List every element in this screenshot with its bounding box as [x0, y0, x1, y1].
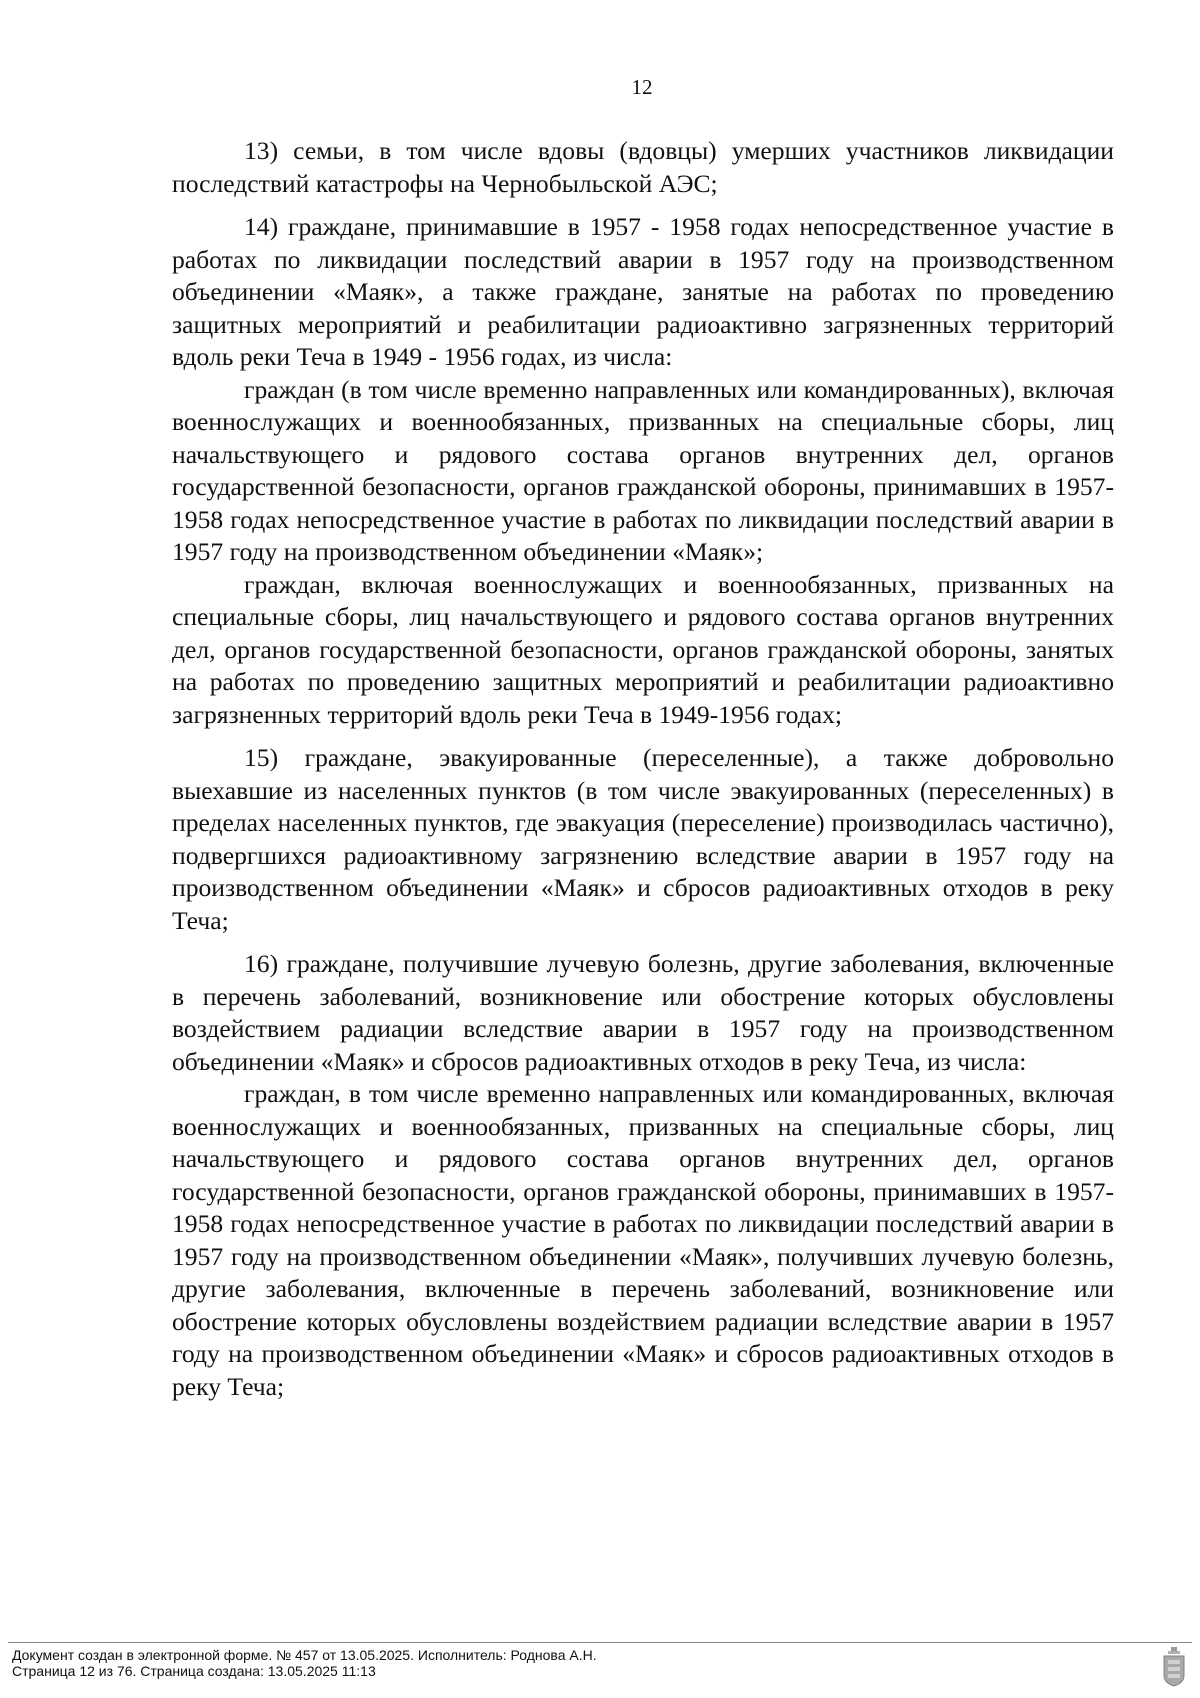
page-number: 12	[631, 75, 653, 99]
footer-document-info: Документ создан в электронной форме. № 457 от 13.05.2025. Исполнитель: Роднова А.Н.	[12, 1647, 597, 1663]
document-body	[172, 135, 1114, 1403]
paragraph-subitem-14-b: граждан, включая военнослужащих и военнообязанных, призванных на специальные сборы, лиц начальствующего и рядового состава органов внутренних дел, органов государственной безопасности, органов гражданской обороны, занятых на работах по проведению защитных мероприятий и реабилитации радиоактивно загрязненных территорий вдоль реки Теча в 1949-1956 годах;	[172, 569, 1114, 729]
paragraph-subitem-14-a: граждан (в том числе временно направленных или командированных), включая военнослужащих и военнообязанных, призванных на специальные сборы, лиц начальствующего и рядового состава органов внутренних дел, органов государственной безопасности, органов гражданской обороны, принимавших в 1957-1958 годах непосредственное участие в работах по ликвидации последствий аварии в 1957 году на производственном объединении «Маяк»;	[172, 374, 1114, 566]
footer-page-info: Страница 12 из 76. Страница создана: 13.05.2025 11:13	[12, 1663, 376, 1679]
paragraph-item-16: 16) граждане, получившие лучевую болезнь, другие заболевания, включенные в перечень заболеваний, возникновение или обострение которых обусловлены воздействием радиации вследствие аварии в 1957 году на производственном объединении «Маяк» и сбросов радиоактивных отходов в реку Теча, из числа:	[172, 949, 1114, 1076]
paragraph-item-13: 13) семьи, в том числе вдовы (вдовцы) умерших участников ликвидации последствий катастрофы на Чернобыльской АЭС;	[172, 136, 1114, 198]
paragraph-item-15: 15) граждане, эвакуированные (переселенные), а также добровольно выехавшие из населенных пунктов (в том числе эвакуированных (переселенных) в пределах населенных пунктов, где эвакуация (переселение) производилась частично), подвергшихся радиоактивному загрязнению вследствие аварии в 1957 году на производственном объединении «Маяк» и сбросов радиоактивных отходов в реку Теча;	[172, 743, 1114, 935]
document-footer	[12, 1647, 597, 1679]
paragraph-item-14: 14) граждане, принимавшие в 1957 - 1958 годах непосредственное участие в работах по ликвидации последствий аварии в 1957 году на производственном объединении «Маяк», а также граждане, занятые на работах по проведению защитных мероприятий и реабилитации радиоактивно загрязненных территорий вдоль реки Теча в 1949 - 1956 годах, из числа:	[172, 212, 1114, 371]
coat-of-arms-icon	[1162, 1647, 1186, 1687]
footer-divider	[8, 1642, 1192, 1643]
paragraph-subitem-16-a: граждан, в том числе временно направленных или командированных, включая военнослужащих и военнообязанных, призванных на специальные сборы, лиц начальствующего и рядового состава органов внутренних дел, органов государственной безопасности, органов гражданской обороны, принимавших в 1957-1958 годах непосредственное участие в работах по ликвидации последствий аварии в 1957 году на производственном объединении «Маяк», получивших лучевую болезнь, другие заболевания, включенные в перечень заболеваний, возникновение или обострение которых обусловлены воздействием радиации вследствие аварии в 1957 году на производственном объединении «Маяк» и сбросов радиоактивных отходов в реку Теча;	[172, 1079, 1114, 1401]
